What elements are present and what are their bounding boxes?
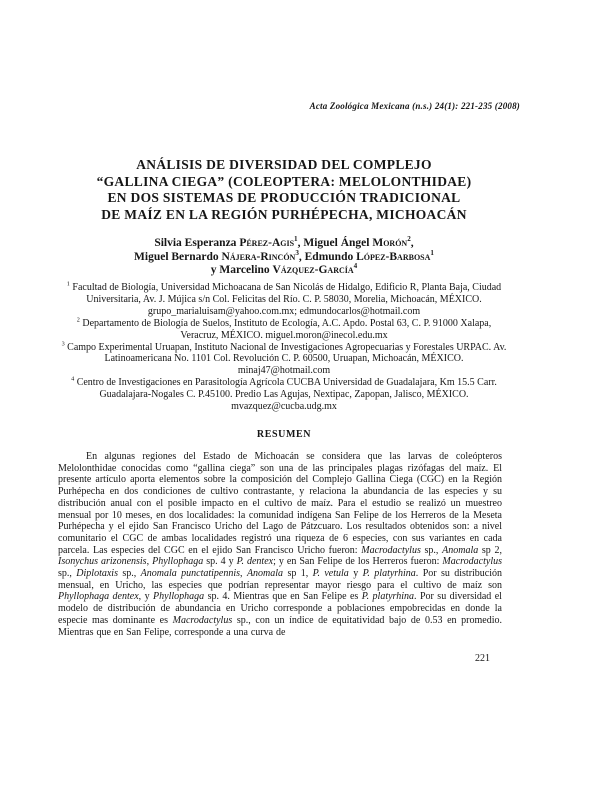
affiliation-text: Departamento de Biología de Suelos, Instituto de Ecología, A.C. Apdo. Postal 63, C. P. 91000 Xalapa, Veracruz, MÉXICO. miguel.moron@inecol.edu.mx xyxy=(79,317,492,341)
author-line: Silvia Esperanza Pérez-Agis$^1$, Miguel Ángel Morón$^2$, xyxy=(154,235,414,249)
affiliations xyxy=(58,282,510,413)
abstract-paragraph: En algunas regiones del Estado de Michoacán se considera que las larvas de coleópteros Melolonthidae conocidas como “gallina ciega” son una de las principales plagas rizófagas del maíz. El presente artículo aporta elementos sobre la composición del Complejo Gallina Ciega (CGC) en la Región Purhépecha en dos condiciones de cultivo contrastante, y relaciona la abundancia de las especies y su distribución anual con el posible impacto en el cultivo de maíz. Para el estudio se realizó un muestreo mensual por 10 meses, en dos localidades: la comunidad indígena San Felipe de los Herreros de la Meseta Purhépecha y el ejido San Francisco Uricho del Lago de Pátzcuaro. Los resultados obtenidos son: a nivel comunitario el CGC de ambas localidades registró una riqueza de 6 especies, con sus variantes en cada parcela. Las especies del CGC en el ejido San Francisco Uricho fueron: Macrodactylus sp., Anomala sp 2, Isonychus arizonensis, Phyllophaga sp. 4 y P. dentex; y en San Felipe de los Herreros fueron: Macrodactylus sp., Diplotaxis sp., Anomala punctatipennis, Anomala sp 1, P. vetula y P. platyrhina. Por su distribución mensual, en Uricho, las especies que podrían representar mayor riesgo para el cultivo de maíz son Phyllophaga dentex, y Phyllophaga sp. 4. Mientras que en San Felipe es P. platyrhina. Por su diversidad el modelo de distribución de abundancia en Uricho corresponde a poblaciones empobrecidas en donde la especie mas dominante es Macrodactylus sp., con un índice de equitatividad bajo de 0.53 en promedio. Mientras que en San Felipe, corresponde a una curva de xyxy=(58,451,503,638)
page-title xyxy=(58,157,510,223)
affiliation-text: Facultad de Biología, Universidad Michoacana de San Nicolás de Hidalgo, Edificio R, Planta Baja, Ciudad Universitaria, Av. J. Mújica s/n Col. Felicitas del Río. C. P. 58030, Morelia, Michoacán, MÉXICO. grupo_marialuisam@yahoo.com.mx; edmundocarlos@hotmail.com xyxy=(69,282,502,317)
author-line: y Marcelino Vázquez-García$^4$ xyxy=(210,262,358,276)
title-line: DE MAÍZ EN LA REGIÓN PURHÉPECHA, MICHOACÁN xyxy=(101,206,467,222)
affiliation-marker: 4 xyxy=(71,375,75,383)
authors xyxy=(58,237,510,278)
affiliation-marker: 2 xyxy=(76,316,80,324)
affiliation xyxy=(58,282,510,318)
affiliation-text: Centro de Investigaciones en Parasitología Agrícola CUCBA Universidad de Guadalajara, Km 15.5 Carr. Guadalajara-Nogales C. P.45100. Predio Las Agujas, Nextipac, Zapopan, Jalisco, MÉXICO. mvazquez@cucba.udg.mx xyxy=(74,377,497,413)
journal-running-head: Acta Zoológica Mexicana (n.s.) 24(1): 221-235 (2008) xyxy=(309,101,520,111)
affiliation xyxy=(58,377,510,413)
affiliation-marker: 1 xyxy=(66,280,70,288)
abstract-heading: RESUMEN xyxy=(256,429,312,440)
author-line: Miguel Bernardo Nájera-Rincón$^3$, Edmundo López-Barbosa$^1$ xyxy=(134,248,434,263)
title-line: EN DOS SISTEMAS DE PRODUCCIÓN TRADICIONAL xyxy=(107,190,461,205)
title-line: “GALLINA CIEGA” (COLEOPTERA: MELOLONTHIDAE) xyxy=(96,173,472,189)
affiliation xyxy=(58,342,510,378)
affiliation-text: Campo Experimental Uruapan, Instituto Nacional de Investigaciones Agropecuarias y Forestales URPAC. Av. Latinoamericana No. 1101 Col. Revolución C. P. 60500, Uruapan, Michoacán, MÉXICO. minaj47@hotmail.com xyxy=(64,341,507,377)
page-number: 221 xyxy=(475,653,490,664)
affiliation xyxy=(58,318,510,342)
affiliation-marker: 3 xyxy=(61,340,65,348)
title-line: ANÁLISIS DE DIVERSIDAD DEL COMPLEJO xyxy=(136,157,432,172)
